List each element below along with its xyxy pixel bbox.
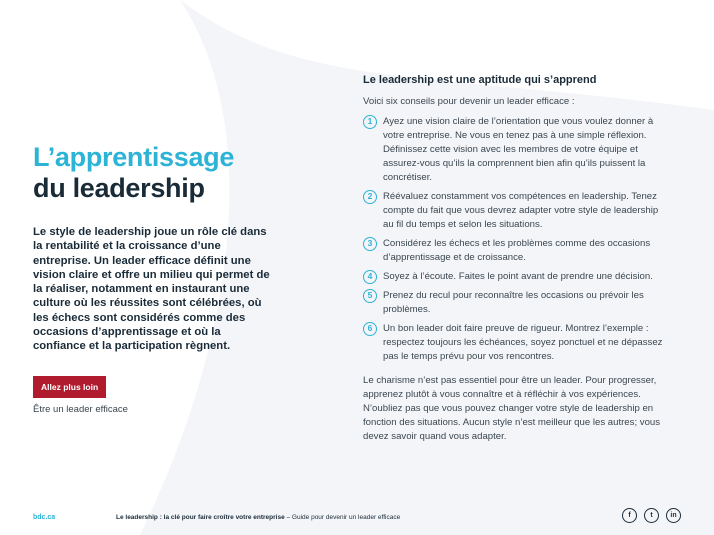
title-line-1: L’apprentissage [33,142,235,172]
tip-text: Soyez à l’écoute. Faites le point avant de prendre une décision. [383,271,653,282]
tip-number-badge: 2 [363,190,377,204]
tip-number-badge: 4 [363,270,377,284]
tip-number-badge: 3 [363,237,377,251]
page-footer [0,508,714,528]
intro-paragraph: Le style de leadership joue un rôle clé dans la rentabilité et la croissance d’une entreprise. Un leader efficace définit une vision claire et offre un milieu qui permet de la réaliser, notamment en instaurant une culture où les réussites sont célébrées, où les échecs sont considérés comme des occasions d’apprentissage et où la confiance et la participation règnent. [33,226,270,353]
tip-text: Un bon leader doit faire preuve de rigueur. Montrez l’exemple : respectez toujours les échéances, soyez ponctuel et ne dépassez pas le temps prévu pour vos rencontres. [383,323,663,362]
tip-number-badge: 6 [363,322,377,336]
social-icons [622,508,681,523]
title-line-2: du leadership [33,173,205,203]
tip-text: Ayez une vision claire de l’orientation que vous voulez donner à votre entreprise. Ne vous en tenez pas à une simple réflexion. Définissez cette vision avec les membres de votre équipe et assurez-vous qu’ils la comprennent bien afin qu’ils puissent la concrétiser. [383,116,654,183]
tip-number-badge: 5 [363,289,377,303]
learn-more-button[interactable]: Allez plus loin [33,376,106,398]
section-lead: Voici six conseils pour devenir un leader efficace : [363,96,575,107]
tip-item [363,270,671,284]
footer-title-bold: Le leadership : la clé pour faire croître votre entreprise [116,514,285,521]
tip-item [363,237,671,265]
tip-number-badge: 1 [363,115,377,129]
closing-paragraph: Le charisme n’est pas essentiel pour être un leader. Pour progresser, apprenez plutôt à vous connaître et à réfléchir à vos expériences. N’oubliez pas que vous pouvez changer votre style de leadership en fonction des situations. Aucun style n’est meilleur que les autres; vous devez savoir quand vous adapter. [363,375,661,442]
footer-subtitle: – Guide pour devenir un leader efficace [284,514,401,521]
tip-text: Prenez du recul pour reconnaître les occasions ou prévoir les problèmes. [383,290,644,315]
facebook-icon[interactable]: f [622,508,637,523]
cta-subtitle-link[interactable]: Être un leader efficace [33,403,128,415]
tip-item [363,115,671,185]
tip-item [363,322,671,364]
tips-list [363,115,671,364]
site-link[interactable]: bdc.ca [33,514,56,521]
tip-item [363,190,671,232]
right-column [363,74,671,444]
left-column [33,142,271,415]
page-title [33,142,271,204]
tip-item [363,289,671,317]
twitter-icon[interactable]: t [644,508,659,523]
tip-text: Considérez les échecs et les problèmes comme des occasions d’apprentissage et de croissance. [383,238,651,263]
tip-text: Réévaluez constamment vos compétences en leadership. Tenez compte du fait que vous devrez adapter votre style de leadership au fil du temps et selon les situations. [383,191,659,230]
footer-doc-title [116,514,400,521]
section-heading: Le leadership est une aptitude qui s’apprend [363,74,597,86]
linkedin-icon[interactable]: in [666,508,681,523]
